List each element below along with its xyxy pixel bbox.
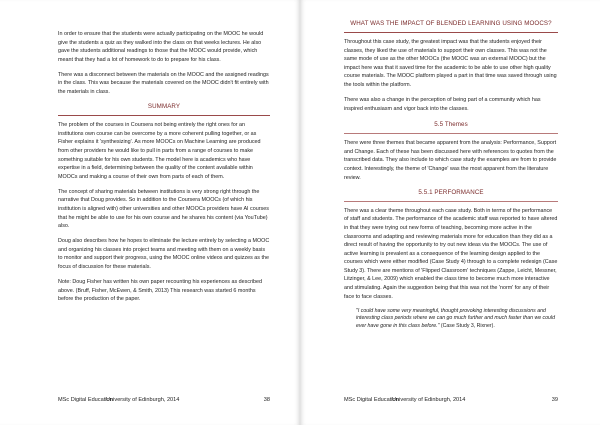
performance-heading: 5.5.1 PERFORMANCE: [418, 188, 484, 196]
body-paragraph: There were three themes that became apparent from the analysis: Performance, Support and Change. Each of these has been discussed here with references to quotes from the transcribed data. They also include to which case study the examples are from to provide context. Interestingly, the theme of 'Change' was the most apparent from the literature review.: [344, 140, 557, 181]
page-footer: [58, 397, 270, 403]
quote-text: "I could have some very meaningful, thought provoking interesting discussions and interesting class periods where we can go much further and much faster than we could ever have gone in this class before.": [356, 307, 555, 329]
footer-university: University of Edinburgh, 2014: [392, 397, 466, 403]
body-paragraph: There was also a change in the perception of being part of a community which has inspired enthusiasm and vigor back into the classes.: [344, 97, 541, 112]
body-paragraph: There was a disconnect between the materials on the MOOC and the assigned readings in the class. This was because the materials covered on the MOOC didn't fit entirely with the materials in class.: [58, 71, 269, 96]
body-paragraph: The problem of the courses in Coursera not being entirely the right ones for an institutions own course can be overcome by a more coherent pulling together, or as Fisher explains it 'synthesizing'. As more MOOCs on Machine Learning are produced from other providers he would like to pull in parts from a range of courses to make something suitable for his own students. The model here is academics who have expertise in a field, determining between the quality of the content available within MOOCs and making a course of their own from parts of each of them.: [58, 122, 261, 180]
left-page-body: [58, 30, 270, 310]
heading-divider: [58, 115, 270, 116]
body-paragraph: There was a clear theme throughout each case study. Both in terms of the performance of staff and students. The performance of the academic staff was reported to have altered in that they were trying out new forms of teaching, becoming more active in the classrooms and adapting and reviewing materials more for education than they did as a direct result of having the opportunity to try out new ideas via the MOOCs. The use of active learning is prevalent as a consequence of the learning design applied to the courses which were either modified (Case Study 4) through to a complete redesign (Case Study 3). There are mentions of 'Flipped Classroom' techniques (Zappe, Leicht, Messner, Litzinger, & Lee, 2009) which enabled the class time to become much more interactive and stimulating. Again the suggestion being that this was not the 'norm' for any of their face to face classes.: [344, 207, 558, 300]
impact-heading: WHAT WAS THE IMPACT OF BLENDED LEARNING USING MOOCS?: [350, 20, 552, 27]
page-number: 38: [263, 397, 270, 403]
footer-course: MSc Digital Education: [344, 397, 399, 403]
body-paragraph: Throughout this case study, the greatest impact was that the students enjoyed their classes, they liked the use of materials to support their own classes. This was not the same mode of use as the other MOOCs (the MOOC was an external MOOC) but the impact here was that it saved time for the academic to be able to use other high quality course materials. The MOOC platform played a part in that time was saved through using the tools within the platform.: [344, 39, 557, 88]
right-page: [300, 0, 600, 425]
body-paragraph: In order to ensure that the students were actually participating on the MOOC he would give the students a quiz as they walked into the class on that weeks lectures. He also gave the students additional readings to those that the MOOC would provide, which meant that they had a lot of homework to do to prepare for his class.: [58, 31, 264, 63]
quote-citation: (Case Study 3, Rixner).: [439, 322, 495, 329]
block-quote: [344, 308, 558, 331]
heading-divider: [344, 201, 558, 202]
summary-heading: SUMMARY: [147, 103, 181, 111]
right-page-body: [344, 16, 558, 331]
footer-university: University of Edinburgh, 2014: [106, 397, 180, 403]
themes-heading: 5.5 Themes: [434, 121, 468, 129]
page-number: 39: [551, 397, 558, 403]
heading-divider: [344, 133, 558, 134]
body-paragraph: The concept of sharing materials between institutions is very strong right through the narrative that Doug provides. So in addition to the Coursera MOOCs (of which his institution is aligned with) other universities and other MOOCs providers have AI courses that he might be able to use for his own course and he shares his content (via YouTube) also.: [58, 188, 269, 230]
page-footer: [344, 397, 558, 403]
body-paragraph: Doug also describes how he hopes to eliminate the lecture entirely by selecting a MOOC and organizing his classes into project teams and meeting with them on a weekly basis to monitor and support their progress, using the MOOC online videos and quizzes as the focus of discussion for these materials.: [58, 238, 270, 271]
footer-course: MSc Digital Education: [58, 397, 113, 403]
body-paragraph: Note: Doug Fisher has written his own paper recounting his experiences as described above. (Bruff, Fisher, McEwen, & Smith, 2013) This research was started 6 months before the production of the paper.: [58, 279, 263, 303]
heading-divider: [344, 32, 558, 33]
